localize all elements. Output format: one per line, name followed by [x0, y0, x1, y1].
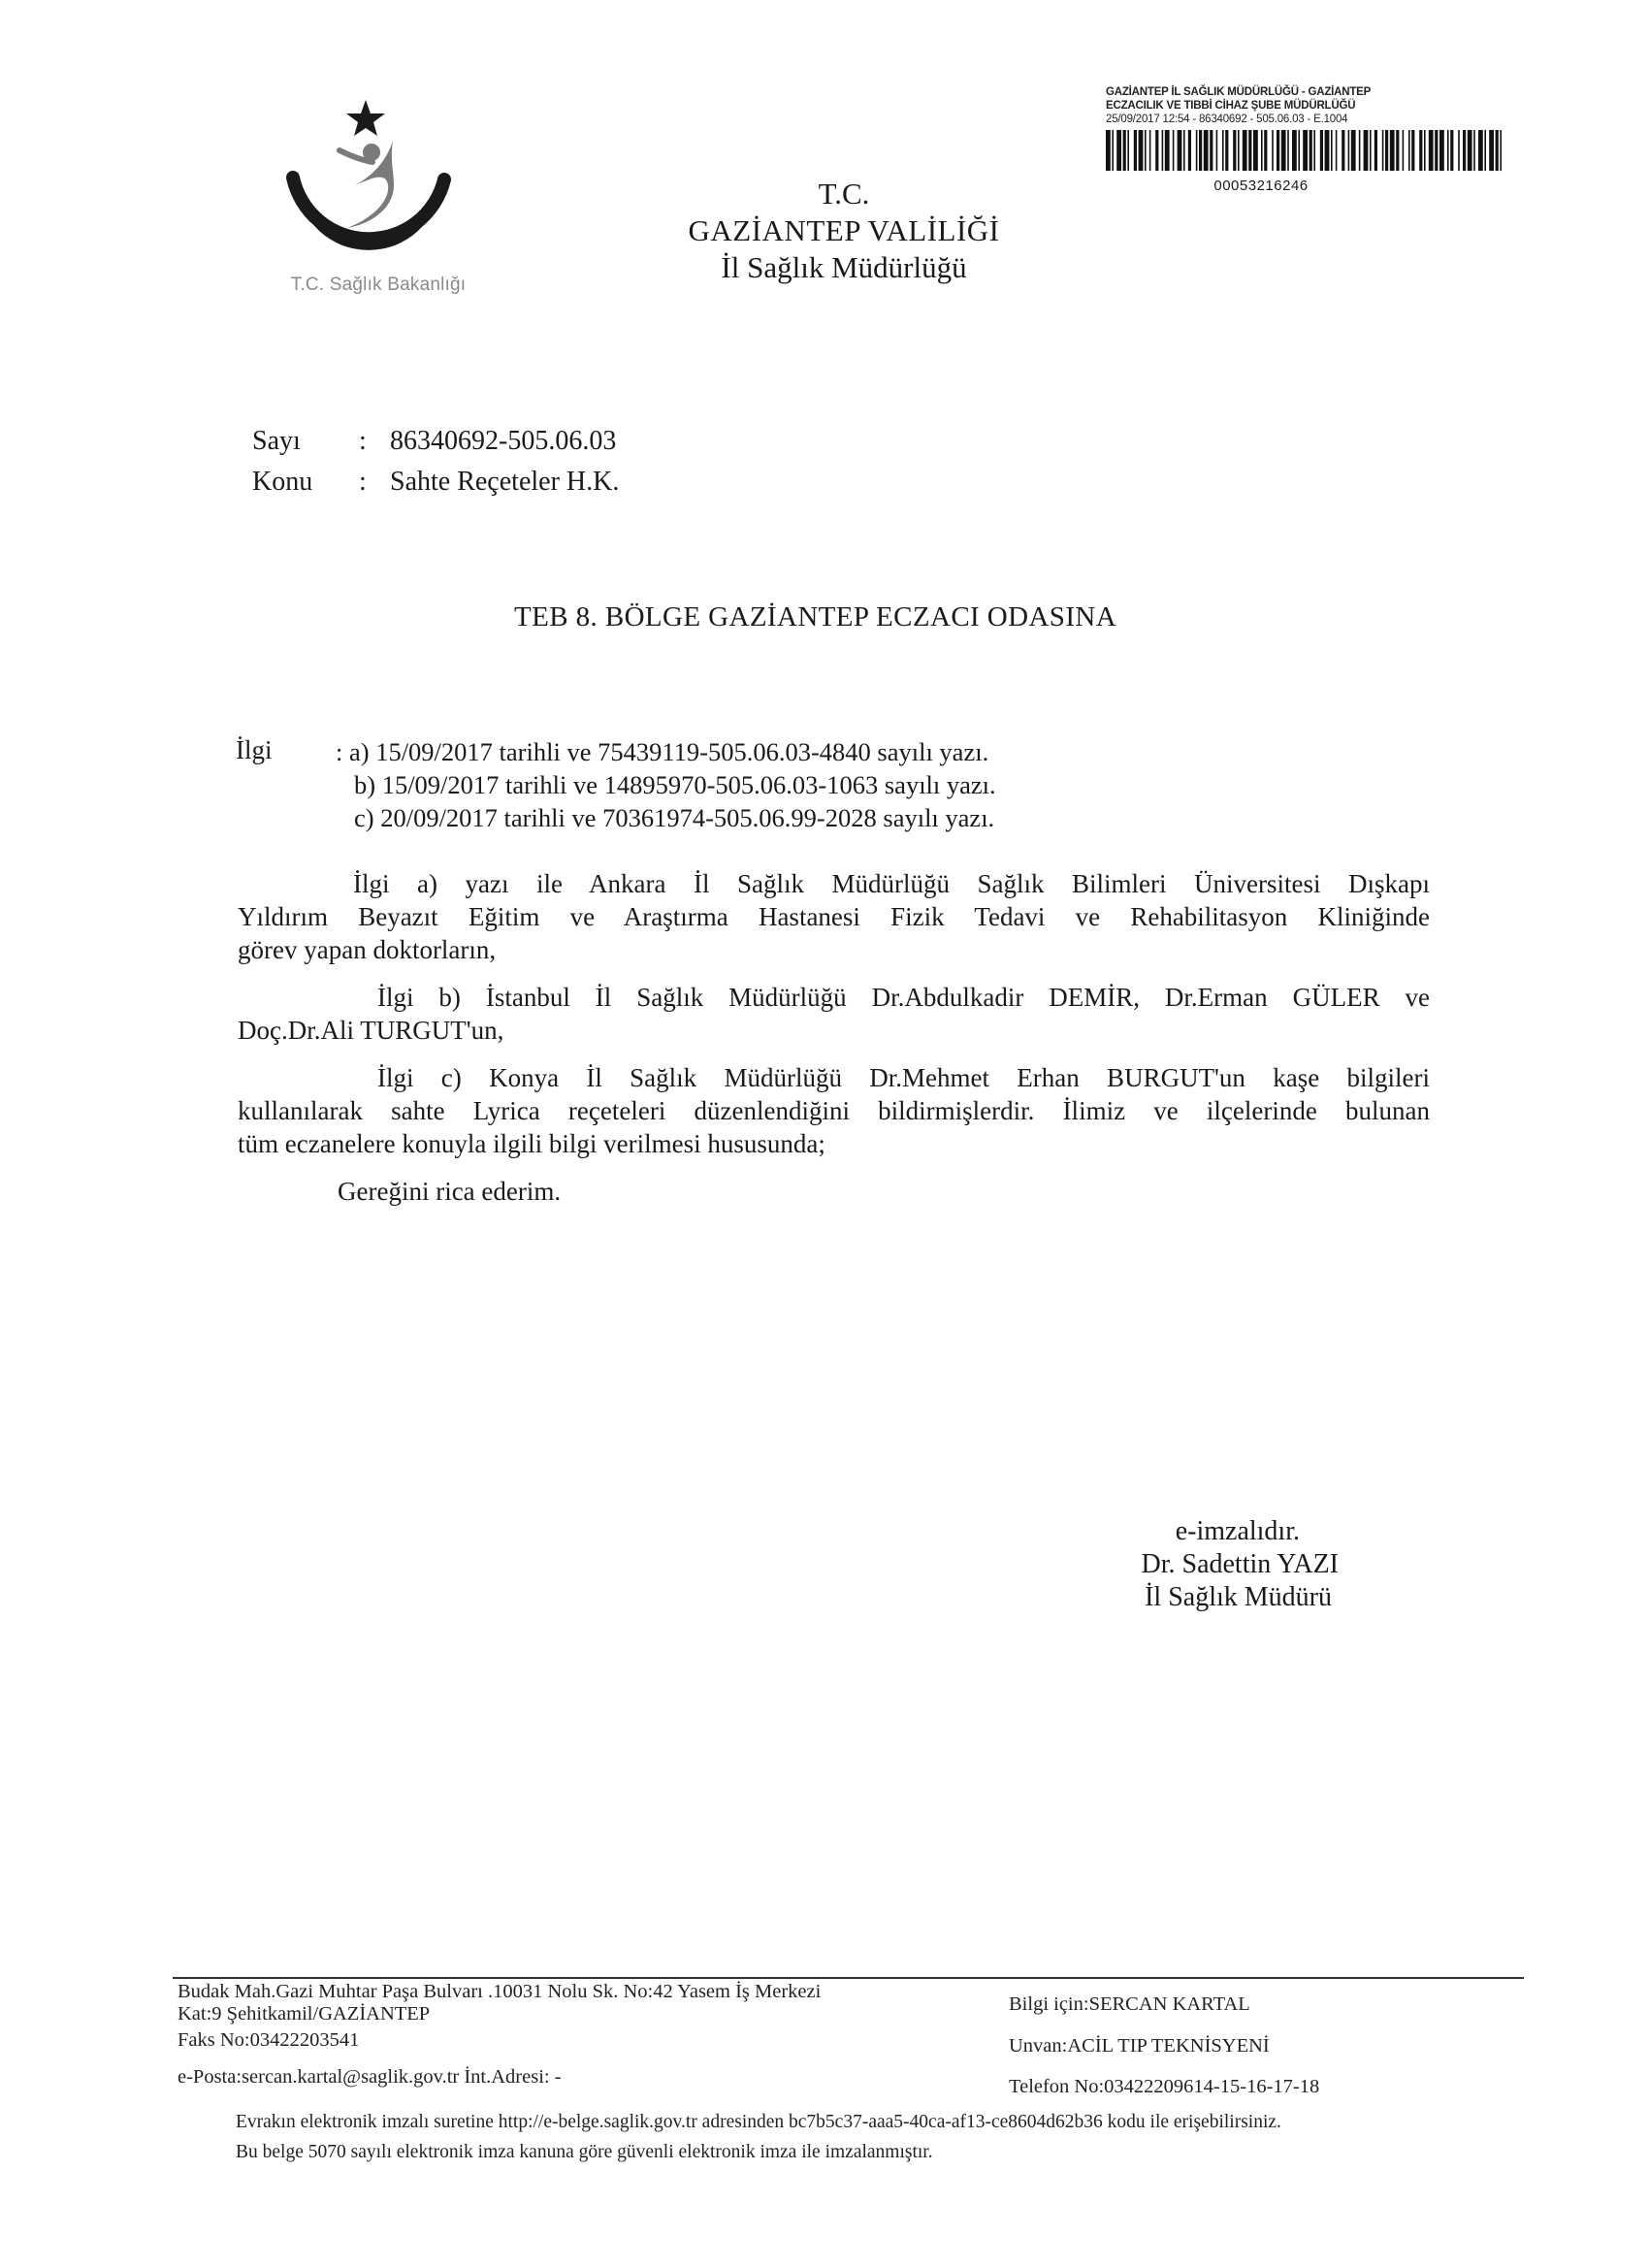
recipient: TEB 8. BÖLGE GAZİANTEP ECZACI ODASINA: [514, 601, 1117, 632]
signature-status: e-imzalıdır.: [1175, 1516, 1300, 1546]
sayi-label: Sayı: [252, 426, 301, 456]
body-line-4: İlgi b) İstanbul İl Sağlık Müdürlüğü Dr.Abdulkadir DEMİR, Dr.Erman GÜLER ve: [377, 983, 1430, 1012]
konu-colon: :: [359, 467, 367, 497]
stamp-line-3: 25/09/2017 12:54 - 86340692 - 505.06.03 - E.1004: [1106, 113, 1348, 125]
body-line-6: İlgi c) Konya İl Sağlık Müdürlüğü Dr.Mehmet Erhan BURGUT'un kaşe bilgileri: [377, 1063, 1430, 1092]
footer-phone: Telefon No:03422209614-15-16-17-18: [1009, 2076, 1320, 2097]
header-directorate: İl Sağlık Müdürlüğü: [721, 250, 967, 284]
barcode-icon: [1106, 130, 1504, 171]
signatory-title: İl Sağlık Müdürü: [1145, 1582, 1332, 1612]
footer-verification-note: Evrakın elektronik imzalı suretine http://e-belge.saglik.gov.tr adresinden bc7b5c37-aaa5-40ca-af13-ce8604d62b36 kodu ile erişebilirsiniz.: [236, 2112, 1281, 2132]
body-line-2: Yıldırım Beyazıt Eğitim ve Araştırma Hastanesi Fizik Tedavi ve Rehabilitasyon Kliniğinde: [238, 902, 1430, 931]
sayi-colon: :: [359, 426, 367, 456]
body-line-7: kullanılarak sahte Lyrica reçeteleri düzenlendiğini bildirmişlerdir. İlimiz ve ilçelerinde bulunan: [238, 1096, 1430, 1125]
reference-a: : a) 15/09/2017 tarihli ve 75439119-505.06.03-4840 sayılı yazı.: [336, 737, 989, 766]
footer-divider: [173, 1977, 1524, 1979]
footer-address-1: Budak Mah.Gazi Muhtar Paşa Bulvarı .10031 Nolu Sk. No:42 Yasem İş Merkezi: [178, 1981, 822, 2002]
signatory-name: Dr. Sadettin YAZI: [1141, 1549, 1339, 1579]
body-line-5: Doç.Dr.Ali TURGUT'un,: [238, 1016, 504, 1045]
body-line-3: görev yapan doktorların,: [238, 935, 497, 964]
document-stamp: [1106, 85, 1513, 194]
header-governorship: GAZİANTEP VALİLİĞİ: [688, 213, 1000, 247]
closing-line: Gereğini rica ederim.: [338, 1177, 562, 1206]
barcode-number: 00053216246: [1213, 178, 1309, 194]
footer-contact: Bilgi için:SERCAN KARTAL: [1009, 1993, 1250, 2015]
footer-address-2: Kat:9 Şehitkamil/GAZİANTEP: [178, 2003, 431, 2025]
body-line-8: tüm eczanelere konuyla ilgili bilgi verilmesi hususunda;: [238, 1129, 825, 1158]
konu-value: Sahte Reçeteler H.K.: [390, 467, 620, 497]
footer-position: Unvan:ACİL TIP TEKNİSYENİ: [1009, 2035, 1270, 2057]
stamp-line-2: ECZACILIK VE TIBBİ CİHAZ ŞUBE MÜDÜRLÜĞÜ: [1106, 100, 1356, 112]
reference-c: c) 20/09/2017 tarihli ve 70361974-505.06.99-2028 sayılı yazı.: [354, 803, 995, 832]
footer-law-note: Bu belge 5070 sayılı elektronik imza kanuna göre güvenli elektronik imza ile imzalanmıştır.: [236, 2142, 933, 2162]
references-label: İlgi: [236, 735, 273, 764]
sayi-value: 86340692-505.06.03: [390, 426, 617, 456]
footer-fax: Faks No:03422203541: [178, 2029, 360, 2051]
ministry-caption: T.C. Sağlık Bakanlığı: [290, 275, 467, 295]
crescent-star-icon: [272, 92, 485, 272]
reference-b: b) 15/09/2017 tarihli ve 14895970-505.06.03-1063 sayılı yazı.: [354, 770, 996, 799]
body-line-1: İlgi a) yazı ile Ankara İl Sağlık Müdürlüğü Sağlık Bilimleri Üniversitesi Dışkapı: [353, 869, 1430, 898]
header-tc: T.C.: [818, 177, 870, 211]
ministry-logo: [262, 92, 495, 306]
konu-label: Konu: [252, 467, 313, 497]
stamp-line-1: GAZİANTEP İL SAĞLIK MÜDÜRLÜĞÜ - GAZİANTEP: [1106, 86, 1372, 98]
footer-email: e-Posta:sercan.kartal@saglik.gov.tr İnt.Adresi: -: [178, 2066, 562, 2088]
